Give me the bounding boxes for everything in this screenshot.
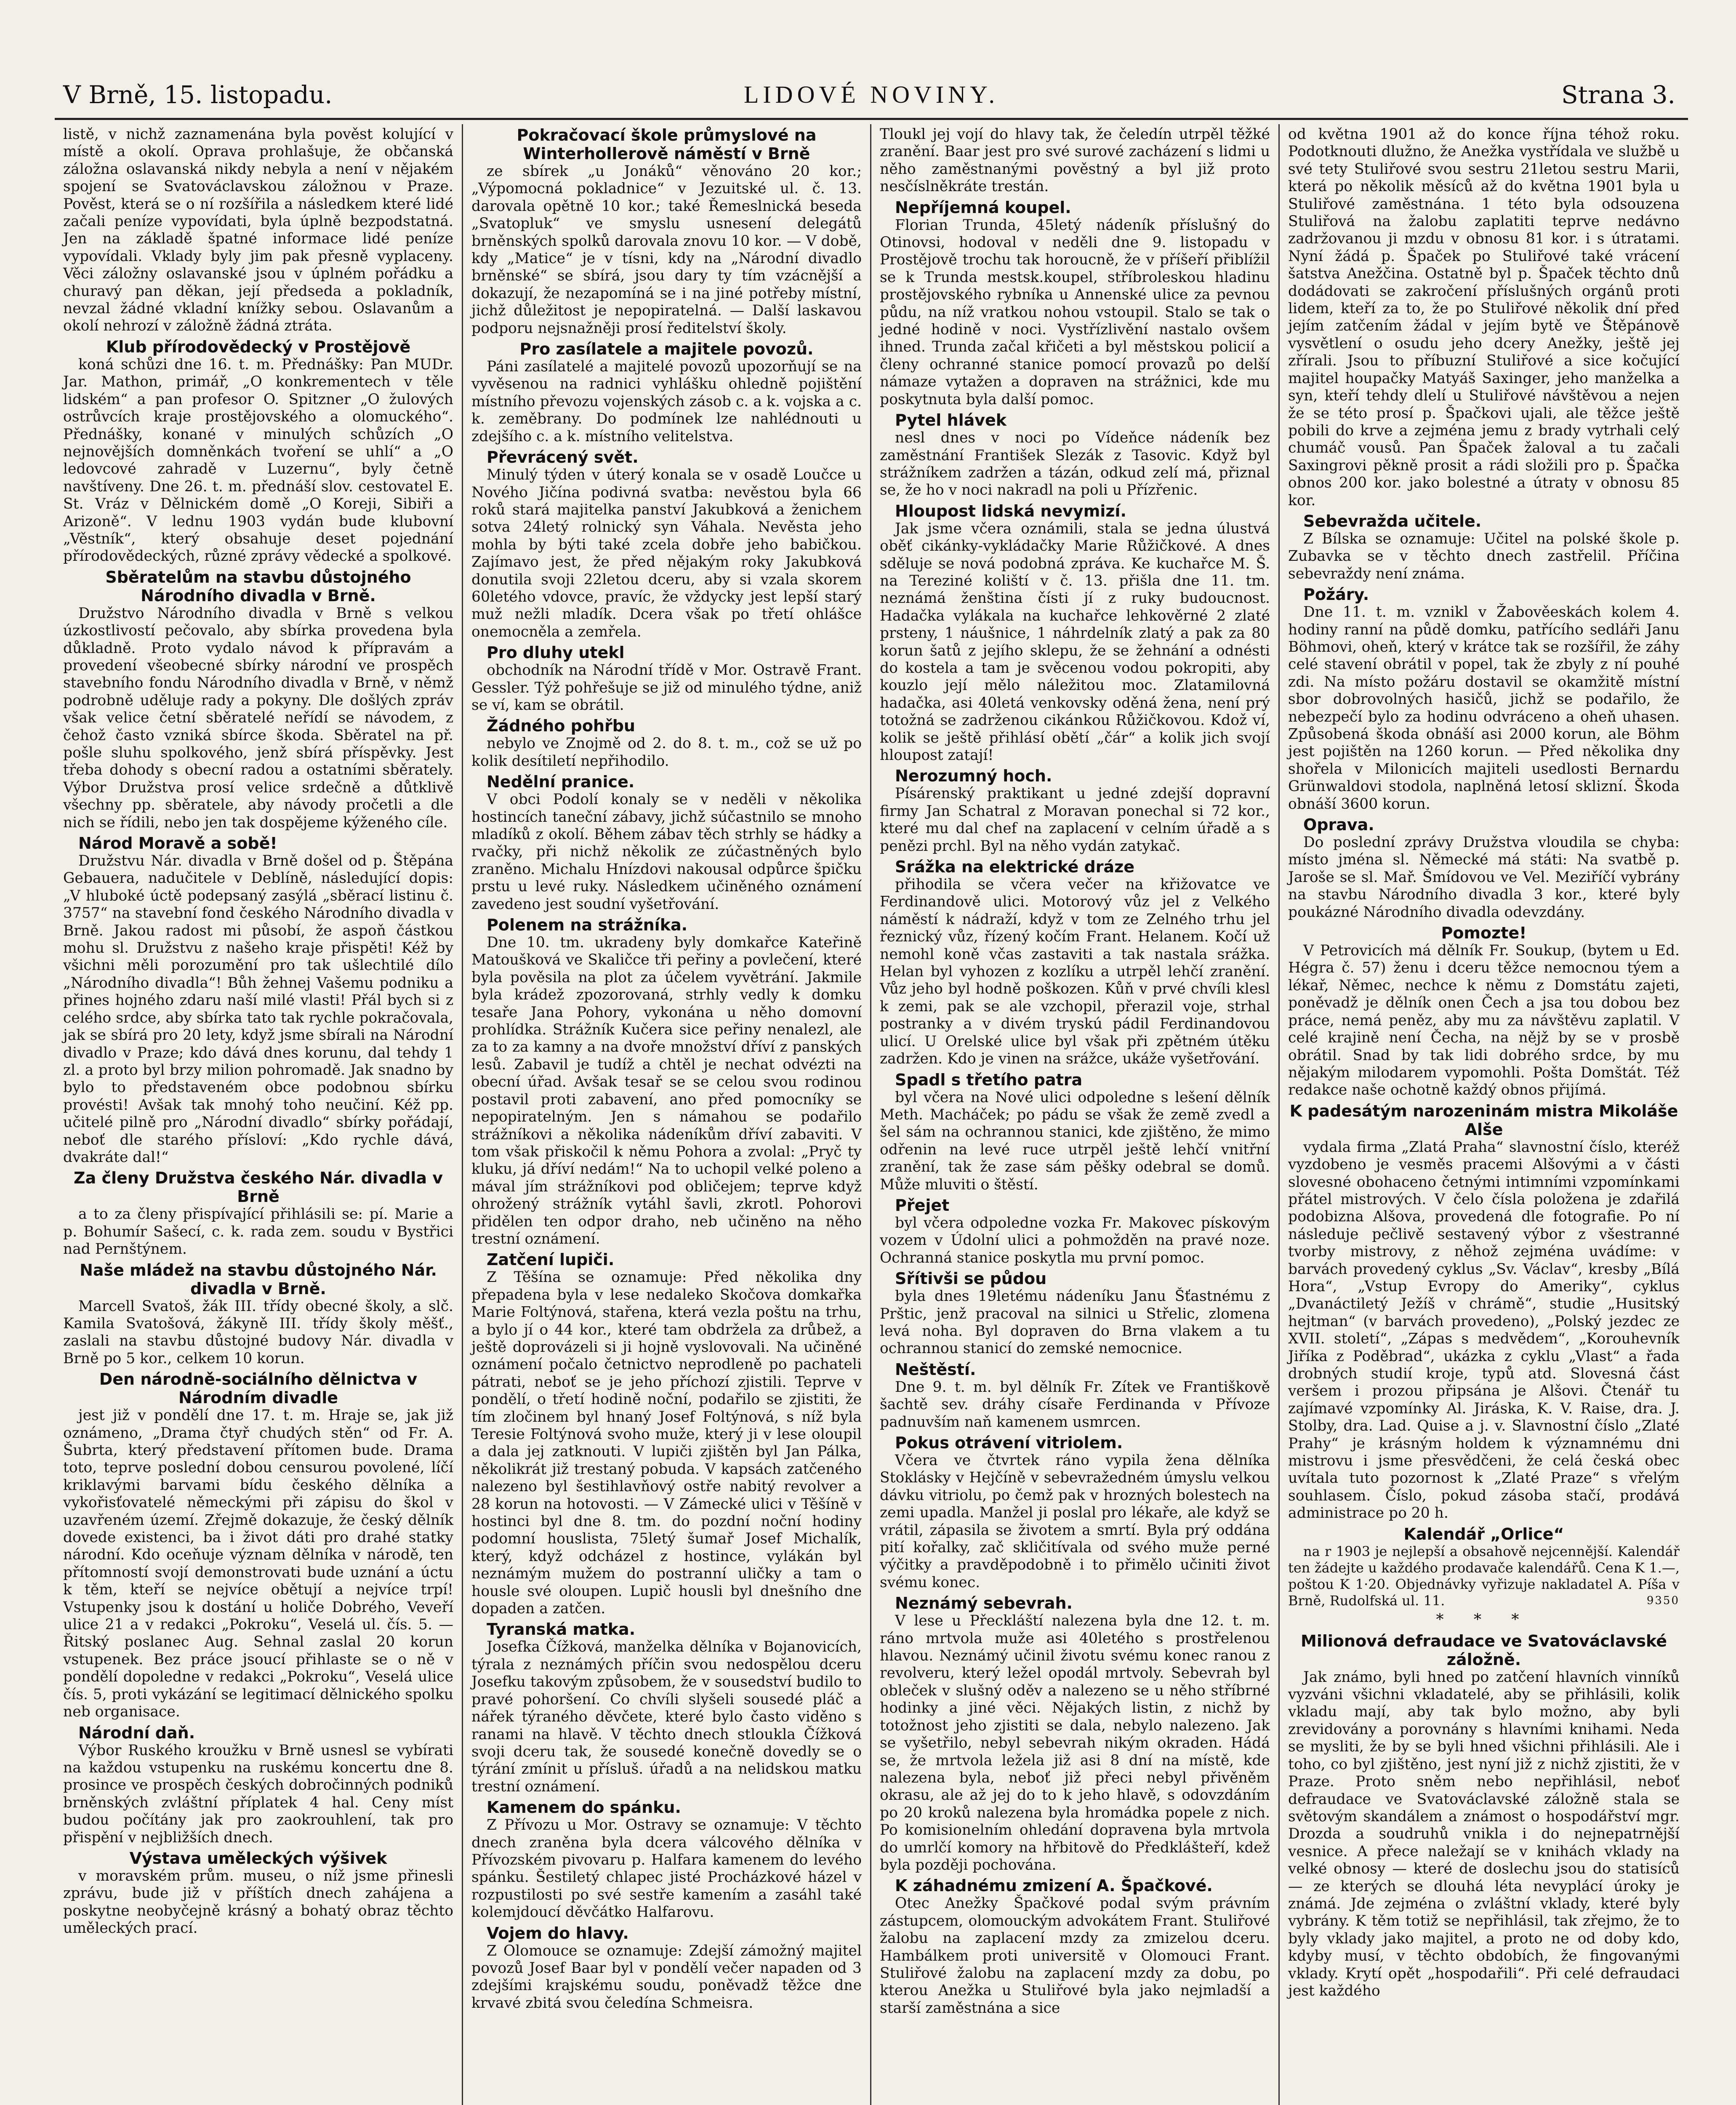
article-body: byl včera na Nové ulici odpoledne s lešení dělník Meth. Macháček; po pádu se však že země zvedl a šel sám na ochrannou stanici, kde zjištěno, že mimo odřenin na levé ruce utrpěl ještě lehčí vnitřní zranění, tak že zase sám pěšky odebral se domů. Může mluviti o štěstí. [880,1089,1270,1193]
article-body: V lese u Přeckláští nalezena byla dne 12. t. m. ráno mrtvola muže asi 40letého s prostřelenou hlavou. Neznámý učinil životu svému konec ranou z revolveru, který ležel opodál mrtvoly. Sebevrah byl obleček v slušný oděv a nalezeno se u něho stříbrné hodinky a jiné věci. Nějakých listin, z nichž by totožnost jeho zjistiti se dala, nebylo nalezeno. Jak se vyšetřilo, nebyl sebevrah nikým okraden. Hádá se, že mrtvola ležela již asi 8 dní na místě, kde nalezena byla, neboť již přeci nebyl přivěněm okrasu, ale až jej do to k jeho hlavě, s odovzdáním po 20 kroků nalezena byla hromádka popele z nich. Po komisionelním ohledání dopravena byla mrtvola do umrlčí komory na hřbitově do Předklášteří, kdež byla později pochována. [880,1612,1270,1873]
article-body: ze sbírek „u Jonáků“ věnováno 20 kor.; „Výpomocná pokladnice“ v Jezuitské ul. č. 13. darovala opětně 10 kor.; také Řemeslnická beseda „Svatopluk“ ve smyslu usnesení delegátů brněnských spolků darovala znovu 10 kor. — V době, kdy „Matice“ je v tísni, kdy na „Národní divadlo brněnské“ se sbírá, jsou dary ty tím vzácnější a dokazují, že nezapomíná se i na jiné potřeby místní, jichž důležitost je nepopiratelná. — Další laskavou podporu nejsnažněji prosí ředitelství školy. [471,163,862,337]
article-body: Jak známo, byli hned po zatčení hlavních vinníků vyzváni všichni vkladatelé, aby se přihlásili, kolik vkladu mají, aby tak bylo možno, aby byli zrevidovány a porovnány s hlavními knihami. Neda se mysliti, že by se byli hned všichni přihlásili. Ale i toho, co byl zjištěno, jest nyní již z nichž zjistiti, že v Praze. Proto sněm nebo nepřihlásil, neboť defraudace ve Svatováclavské záložně stala se světovým skandálem a známost o hospodářství mgr. Drozda a soudruhů vnikla i do nejnepatrnější vesnice. A přece naležají se v knihách vklady na velké obnosy — které de doslechu jsou do statisíců — ze kterých se dlouhá léta nevyplácí úroky je známá. Jde zejména o zvláštní vklady, které byly vybrány. K těm totiž se nepřihlásil, tak zřejmo, že to byly vklady jako majitel, a proto ne od doby kdo, kdyby musí, v těchto obdobích, že fingovanými vklady. Krytí opět „hospodařili“. Při celé defraudaci jest každého [1288,1668,1680,1999]
article-body: Z Těšína se oznamuje: Před několika dny přepadena byla v lese nedaleko Skočova domkařka Marie Foltýnová, stařena, která vezla poštu na trhu, a bylo jí o 44 kor., které tam obdržela za drůbež, a ještě doprovázeli si ji hojně vyslovovali. Na učiněné oznámení počalo četnictvo neprodleně po pachateli pátrati, neboť se je jeho příchozí zjistili. Teprve v pondělí, o třetí hodině noční, podařilo se zjistiti, že tím zločinem byl hnaný Josef Foltýnová, s níž byla Teresie Foltýnová svoho muže, který ji v lese oloupil a dala jej zatknouti. V lupiči zjištěn byl Jan Pálka, několikrát již trestaný pobuda. V kapsách zatčeného nalezeno byl šestihlavňový ostře nabitý revolver a 28 korun na hotovosti. — V Zámecké ulici v Těšíně v hostinci byl dne 8. tm. do pozdní noční hodiny podomní houslista, 75letý šumař Josef Michalík, který, když odcházel z hostince, vylákán byl neznámým mužem do postranní uličky a tam o housle své oloupen. Lupič housli byl dnešního dne dopaden a zatčen. [471,1269,862,1617]
headline: Národní daň. [78,1723,195,1742]
article-body: Marcell Svatoš, žák III. třídy obecné školy, a slč. Kamila Svatošová, žákyně III. třídy školy měšť., zaslali na stavbu důstojné budovy Nár. divadla v Brně po 5 kor., celkem 10 korun. [63,1298,453,1367]
article-body: Páni zasílatelé a majitelé povozů upozorňují se na vyvěsenou na radnici vyhlášku ohledně pojištění místního převozu vojenských zásob c. a k. vojska a c. k. zeměbrany. Do podmínek lze nahlédnouti u zdejšího c. a k. místního velitelstva. [471,358,862,445]
article-body: obchodník na Národní třídě v Mor. Ostravě Frant. Gessler. Týž pohřešuje se již od minulého týdne, aniž se ví, kam se obrátil. [471,662,862,714]
headline: Hloupost lidská nevymizí. [895,501,1126,520]
article-body: Dne 10. tm. ukradeny byly domkařce Kateřině Matoušková ve Skaličce tři peřiny a povlečení, které byla pověsila na plot za účelem vyvětrání. Jakmile byla krádež zpozorovaná, strhly vedly k domku tesaře Jana Pohory, vykonána u něho domovní prohlídka. Strážník Kučera sice peřiny nenalezl, ale za to za kamny a na dvoře množství dříví z panských lesů. Zabavil je tudíž a chtěl je nechat odvézti na obecní úřad. Avšak tesař se se celou svou rodinou postavil proti zabavení, ano před pomocníky se nepopiratelným. Jen s námahou se podařilo strážníkovi a několika nádeníkům dříví zabaviti. V tom však přiskočil k němu Pohora a zvolal: „Pryč ty kluku, já dříví nedám!“ Na to uchopil velké poleno a mával jím strážníkovi pod obličejem; teprve když ohrožený strážník vytáhl šavli, zkrotl. Pohorovi přidělen ten odpor draho, neb učiněno na něho trestní oznámení. [471,934,862,1247]
headline: Kamenem do spánku. [487,1798,681,1817]
article-body: Družstvu Nár. divadla v Brně došel od p. Štěpána Gebauera, nadučitele v Deblíně, následující dopis: „V hluboké úctě podepsaný zasýlá „sběrací listinu č. 3757“ na stavební fond českého Národního divadla v Brně. Jakou radost mi působí, že aspoň částkou mohu sl. Družstvu z našeho kraje přispěti! Kéž by všichni měli porozumění pro tak ušlechtilé dílo „Národního divadla“! Bůh žehnej Vašemu podniku a přines hojného zdaru naší milé vlasti! Přál bych si z celého srdce, aby sbírka tato tak rychle pokračovala, jak se sbírá pro 20 lety, když jsme sbírali na Národní divadlo v Praze; kdo dává dnes korunu, dal tehdy 1 zl. a proto byl brzy milion pohromadě. Jak snadno by bylo to představeném obce podobnou sbírku provésti! Avšak tak mnohý toho neučiní. Kéž pp. učitelé pilně pro „Národní divadlo“ sbírky pořádají, neboť dle starého přísloví: „Kdo rychle dává, dvakráte dal!“ [63,853,453,1166]
page-number: Strana 3. [1561,80,1675,109]
headline: Sebevražda učitele. [1303,512,1482,530]
article-body: Florian Trunda, 45letý nádeník příslušný do Otinovsi, hodoval v neděli dne 9. listopadu v Prostějově trochu tak horoucně, že v příšeří přiblížil se k Trunda mestsk.koupel, stříbroleskou hladinu prostějovského rybníka u Annenské ulice za pevnou půdu, na níž vratkou nohou vstoupil. Stalo se tak o jedné hodině v noci. Vystřízlivění nastalo ovšem ihned. Trunda začal křičeti a byl městskou policií a členy ochranné stanice pomocí provazů po delší námaze vytažen a dopraven na strážnici, kde mu poskytnuta byla další pomoc. [880,216,1270,408]
newspaper-title: LIDOVÉ NOVINY. [743,81,999,108]
article-body: byla dnes 19letému nádeníku Janu Šťastnému z Prštic, jenž pracoval na silnici u Střelic, zlomena levá noha. Byl dopraven do Brna vlakem a tu ochrannou stanicí do zemské nemocnice. [880,1288,1270,1357]
article-body: Minulý týden v úterý konala se v osadě Loučce u Nového Jičína podivná svatba: nevěstou byla 66 roků stará majitelka panství Jakubková a ženichem sotva 24letý rolnický syn Váhala. Nevěsta jeho mohla by býti také zcela dobře jeho babičkou. Zajímavo jest, že před nějakým roky Jakubková donutila svoji 22letou dceru, aby si vzala skorem 60letého vdovce, pravíc, že vždycky jest lepší starý muž nežli mladík. Dcera však po třetí ohlášce onemocněla a zemřela. [471,466,862,640]
headline: Klub přírodovědecký v Prostějově [106,337,411,356]
headline: Zatčení lupiči. [487,1250,615,1269]
headline: Kalendář „Orlice“ [1403,1524,1564,1543]
advertisement [1288,1543,1680,1609]
article-continued: Tloukl jej vojí do hlavy tak, že čeledín utrpěl těžké zranění. Baar jest pro své surové zacházení s lidmi u něho zaměstnanými pověstný a byl již proto nesčíslněkráte trestán. [880,126,1270,195]
section-separator: * * * [1436,1611,1532,1628]
article-body: jest již v pondělí dne 17. t. m. Hraje se, jak již oznámeno, „Drama čtyř chudých stěn“ od Fr. A. Šubrta, který představení přítomen bude. Drama toto, teprve poslední dobou censurou povolené, líčí kriklavými barvami bídu českého dělníka a vykořisťovatelé německými při zápisu do škol v uzavřeném území. Zřejmě dokazuje, že český dělník dovede existenci, ba i život dáti pro drahé statky národní. Kdo oceňuje význam dělníka v národě, ten přítomností svojí demonstrovati bude uznání a úctu k těm, kteří se nejvíce obětují a nejvíce trpí! Vstupenky jsou k dostání u holiče Dobrého, Veveří ulice 21 a v redakci „Pokroku“, Veselá ul. čís. 5. — Řitský poslanec Aug. Sehnal zaslal 20 korun vstupenek. Bez práce jsoucí přihlaste se o ně v pondělí dopoledne v redakci „Pokroku“, Veselá ulice čís. 5, proti vykázání se legitimací dělnického spolku neb organisace. [63,1407,453,1721]
article-body: Jak jsme včera oznámili, stala se jedna úlustvá oběť cikánky-vykládačky Marie Růžičkové. A dnes sděluje se nová podobná zpráva. Ke kuchařce M. Š. na Tereziné koliští v č. 13. přišla dne 11. tm. neznámá ženština čísti jí z ruky budoucnost. Hadačka vylákala na kuchařce lehkověrné 2 zlaté prsteny, 1 náušnice, 1 náhrdelník zlatý a pak za 80 korun šatů z jejího sklepu, že se žehnání a odnésti do kostela a tam je svěcenou vodou pokropiti, aby kouzlo její mělo náležitou moc. Zlatamilovná hadačka, asi 40letá venkovsky oděná žena, není prý totožná se zadrženou cikánkou Růžičkovou. Kdož ví, kolik se ještě přihlásí obětí „čár“ a kolik jich svojí hloupost zatají! [880,520,1270,764]
article-body: Z Bílska se oznamuje: Učitel na polské škole p. Zubavka se v těchto dnech zastřelil. Příčina sebevraždy není známa. [1288,530,1680,582]
headline: Výstava uměleckých výšivek [129,1849,387,1868]
column-4 [1280,124,1688,2105]
article-body: Z Přívozu u Mor. Ostravy se oznamuje: V těchto dnech zraněna byla dcera válcového dělníka v Přívozském pivovaru p. Halfara kamenem do levého spánku. Šestiletý chlapec jisté Procházkové házel v rozpustilosti po své sestře kamením a zasáhl také kolemjdoucí děvčátko Halfarovu. [471,1817,862,1921]
article-body: Otec Anežky Špačkové podal svým právním zástupcem, olomouckým advokátem Frant. Stuliřové žalobu na zaplacení mzdy za zmizelou dceru. Hambálkem proti universitě v Olomouci Frant. Stuliřové žalobu na zaplacení mzdy za dobu, po kterou Anežka u Stuliřové byla jako nejmladší a starší zaměstnána a sice [880,1895,1270,2017]
headline: Neznámý sebevrah. [895,1594,1073,1613]
article-body: byl včera odpoledne vozka Fr. Makovec pískovým vozem v Údolní ulici a pohmožděn na pravé noze. Ochranná stanice poskytla mu první pomoc. [880,1214,1270,1266]
article-body: vydala firma „Zlatá Praha“ slavnostní číslo, kteréž vyzdobeno je vesměs pracemi Alšovými a v části slovesné obohaceno četnými intimními vzpomínkami přátel mistrových. V čelo čísla položena je zdařilá podobizna Alšova, provedená dle fotografie. Po ní následuje pečlivě sestavený výbor z všestranné tvorby mistrovy, z něhož zejména uvádíme: v barvách provedený cyklus „Sv. Václav“, kresby „Bílá Hora“, „Vstup Evropy do Ameriky“, cyklus „Dvanáctiletý Ježíš v chrámě“, studie „Husitský hejtman“ (v barvách provedeno), „Polský jezdec ze XVII. století“, „Zápas s medvědem“, „Korouhevník Jiříka z Poděbrad“, ukázka z cyklu „Vlast“ a řada drobných studií kroje, typů atd. Slovesná část veršem i prozou připsána je Alšovi. Čtenář tu zajímavé vzpomínky Al. Jiráska, K. V. Raise, dra. J. Stolby, dra. Lad. Quise a j. v. Slavnostní číslo „Zlaté Prahy“ je krásným holdem k významnému dni mistrovu i jsme přesvědčeni, že celá česká obec uvítala tuto pozornost k „Zlaté Praze“ s vřelým souhlasem. Číslo, pokud zásoba stačí, prodává administrace po 20 h. [1288,1138,1680,1522]
headline: Převrácený svět. [487,448,639,467]
columns [55,124,1688,2105]
headline: Pomozte! [1441,924,1527,943]
headline: Den národně-sociálního dělnictva v Národním divadle [99,1370,418,1407]
dateline: V Brně, 15. listopadu. [63,80,333,109]
article-body: V obci Podolí konaly se v neděli v několika hostincích taneční zábavy, jichž súčastnilo se mnoho mladíků z okolí. Během zábav těch strhly se hádky a rvačky, při nichž několik ze zúčastněných bylo zraněno. Michalu Hnízdovi nakousal odpůrce špičku prstu u levé ruky. Následkem učiněného oznámení zavedeno jest soudní vyšetřování. [471,791,862,913]
article-continued: listě, v nichž zaznamenána byla pověst kolující v místě a okolí. Oprava prohlašuje, že občanská záložna oslavanská nikdy nebyla a není v nějakém spojení se Svatováclavskou záložnou v Praze. Pověst, která se o ní rozšířila a následkem které lidé začali peníze vypovídati, byla úplně bezpodstatná. Jen na základě špatné informace lidé peníze vypovídali. Vklady byly jim pak přesně vyplaceny. Věci záložny oslavanské jsou v úplném pořádku a churavý pan děkan, její předseda a pokladník, nevzal žádné vkladní knížky sebou. Oslavanům a okolí nehrozí v záložně žádná ztráta. [63,126,453,335]
article-body: Josefka Čížková, manželka dělníka v Bojanovicích, týrala z neznámých příčin svou nedospělou dceru Josefku takovým způsobem, že v sousedství budilo to pravé pohoršení. Co chvíli slyšeli sousedé pláč a nářek týraného děvčete, které bylo často viděno s ranami na hlavě. V těchto dnech stloukla Čížková svoji dceru tak, že sousedé konečně dovedly se o týrání zmínit u přísluš. úřadů a na nelidskou matku trestní oznámení. [471,1639,862,1795]
headline: Národ Moravě a sobě! [78,834,277,853]
headline: Neštěstí. [895,1360,976,1379]
headline: Vojem do hlavy. [487,1924,629,1942]
column-2 [463,124,871,2105]
article-body: koná schůzi dne 16. t. m. Přednášky: Pan MUDr. Jar. Mathon, primář, „O konkrementech v těle lidském“ a pan profesor O. Spitzner „O žulových ostrůvcích kraje prostějovského a olomuckého“. Přednášky, konané v minulých schůzích „O nejnovějších domněnkách tvoření se uhlí“ a „O ledovcové zahradě v Luzernu“, byly četně navštíveny. Dne 26. t. m. přednáší slov. cestovatel E. St. Vráz v Dělnickém domě „O Koreji, Sibiři a Arizoně“. V lednu 1903 vydán bude klubovní „Věstník“, který obsahuje deset pojednání přírodovědeckých, různé zprávy vědecké a spolkové. [63,356,453,565]
article-body: přihodila se včera večer na křižovatce ve Ferdinandově ulici. Motorový vůz jel z Velkého náměstí k nádraží, když v tom ze Zelného trhu jel řeznický vůz, řízený kočím Frant. Helanem. Kočí už nemohl koně včas zastaviti a tak nastala srážka. Helan byl vyhozen z kozlíku a utrpěl lehčí zranění. Vůz jeho byl hodně poškozen. Kůň v prvé chvíli klesl k zemi, pak se ale vzchopil, přerazil voje, strhal postranky a v divém tryskú pádil Ferdinandovou ulicí. U Orelské ulice byl však při zpětném útěku zadržen. Kdo je vinen na srážce, ukáže vyšetřování. [880,876,1270,1068]
ad-code: 9350 [1646,1594,1680,1607]
headline: Žádného pohřbu [487,717,635,735]
headline: Pro zasílatele a majitele povozů. [519,340,814,359]
article-body: Z Olomouce se oznamuje: Zdejší zámožný majitel povozů Josef Baar byl v pondělí večer napaden od 3 zdejšími krajskému soudu, poněvadž těžce dne krvavé zbitá svou čeledína Schmeisra. [471,1942,862,2012]
article-body: Do poslední zprávy Družstva vloudila se chyba: místo jména sl. Německé má státi: Na svatbě p. Jaroše se sl. Mař. Šmídovou ve Vel. Meziříčí vybrány na stavbu Národního divadla 3 kor., které byly poukázné Národního divadla odevzdány. [1288,834,1680,921]
headline: Nerozumný hoch. [895,767,1052,786]
headline: Milionová defraudace ve Svatováclavské záložně. [1301,1631,1667,1669]
article-body: a to za členy přispívající přihlásili se: pí. Marie a p. Bohumír Sašecí, c. k. rada zem. soudu v Bystřici nad Pernštýnem. [63,1206,453,1258]
article-body: Družstvo Národního divadla v Brně s velkou úzkostlivostí pečovalo, aby sbírka provedena byla důkladně. Proto vydalo návod k přípravám a provedení všeobecné sbírky národní ve prospěch stavebního fondu Národního divadla v Brně, v němž podrobně uděluje rady a pokyny. Dle došlých zpráv však velice četní sběratelé neřídí se návodem, z čehož často vzniká sbírce škoda. Sběratel na př. pošle sluhu spolkového, jenž sbírá příspěvky. Jest třeba dohody s obecní radou a ostatními sběrately. Výbor Družstva prosí velice srdečně a důtklivě všechny pp. sběratele, aby návody pročetli a dle nich se řídili, nebo jen tak dospějeme kýženého cíle. [63,605,453,831]
column-3 [871,124,1280,2105]
headline: Nepříjemná koupel. [895,198,1071,217]
headline: Oprava. [1303,815,1374,834]
article-body: Písárenský praktikant u jedné zdejší dopravní firmy Jan Schatral z Moravan ponechal si 72 kor., které mu dal chef na zaplacení v celním úřadě a s penězi prchl. Byl na něho vydán zatykač. [880,785,1270,855]
headline: Pro dluhy utekl [487,643,625,662]
article-body: Dne 9. t. m. byl dělník Fr. Zítek ve Františkově šachtě sev. dráhy císaře Ferdinanda v Přívoze padnuvším naň kamenem usmrcen. [880,1378,1270,1431]
article-body: Dne 11. t. m. vznikl v Žabověeskách kolem 4. hodiny ranní na půdě domku, patřícího sedláři Janu Böhmovi, oheň, který v krátce tak se rozšířil, že záhy celé stavení obrátil v popel, tak že zbyly z ní pouhé zdi. Na místo požáru dostavil se okamžitě místní sbor dobrovolných hasičů, jichž se podařilo, že nebezpečí bylo za hodinu odvráceno a oheň uhasen. Způsobená škoda obnáší asi 2000 korun, ale Böhm jest pojištěn na 1260 korun. — Před několika dny shořela v Milonicích majiteli usedlosti Bernardu Grünwaldovi stodola, naplněná letosí sklizní. Škoda obnáší 3600 korun. [1288,604,1680,813]
headline: K záhadnému zmizení A. Špačkové. [895,1876,1213,1895]
article-body: Včera ve čtvrtek ráno vypila žena dělníka Stoklásky v Hejčíně v sebevražedném úmyslu velkou dávku vitriolu, po čemž pak v hrozných bolestech na zemi upadla. Manžel ji poslal pro lékaře, ale když se vrátil, zápasila se životem a smrtí. Byla prý oddána pití kořalky, zač skličitívala od svého muže perné výčitky a pravděpodobně i to přimělo učiniti život svému konec. [880,1452,1270,1591]
headline: Pytel hlávek [895,411,1007,430]
headline: Pokus otrávení vitriolem. [895,1434,1123,1452]
headline: Za členy Družstva českého Nár. divadla v Brně [74,1169,443,1206]
article-body: nebylo ve Znojmě od 2. do 8. t. m., což se už po kolik desítiletí nepřihodilo. [471,735,862,770]
headline: Přejet [895,1196,950,1215]
headline: Spadl s třetího patra [895,1070,1083,1089]
headline: Tyranská matka. [487,1620,636,1639]
header-rule [55,118,1688,120]
article-body: Výbor Ruského kroužku v Brně usnesl se vybírati na každou vstupenku na ruskému koncertu dne 8. prosince ve prospěch českých dobročinných podniků brněnských zvláštní příplatek 4 hal. Ceny míst budou počítány jak pro zaokrouhlení, tak pro přispění v nejbližších dnech. [63,1742,453,1846]
article-body: nesl dnes v noci po Vídeňce nádeník bez zaměstnání František Slezák z Tasovic. Když byl strážníkem zadržen a tázán, odkud zelí má, přiznal se, že ho v noci nakradl na poli u Přízřenic. [880,429,1270,499]
article-body: v moravském prům. museu, o níž jsme přinesli zprávu, bude již v příštích dnech zahájena a poskytne neobyčejně krásný a bohatý obraz těchto uměleckých prací. [63,1867,453,1937]
headline: Sběratelům na stavbu důstojného Národního divadla v Brně. [105,568,411,605]
headline: Polenem na strážníka. [487,916,688,935]
headline: Nedělní pranice. [487,773,635,791]
article-body: V Petrovicích má dělník Fr. Soukup, (bytem u Ed. Hégra č. 57) ženu i dceru těžce nemocnou týem a lékař, Němec, nechce k němu z Domstátu zajeti, poněvadž je dělník onen Čech a jsa tou dobou bez práce, nemá peněz, aby mu za návštěvu zaplatil. V celé krajině není Čecha, na nějž by se v prosbě obrátil. Snad by tak lidi dobrého srdce, by mu nějakým milodarem vypomohli. Pošta Domštát. Též redakce naše ochotně každý obnos přijímá. [1288,942,1680,1099]
column-1 [55,124,463,2105]
headline: Požáry. [1303,585,1369,604]
headline: Sřítivši se půdou [895,1269,1047,1288]
headline: Naše mládež na stavbu důstojného Nár. divadla v Brně. [80,1260,437,1298]
newspaper-page [55,63,1688,2105]
masthead [55,72,1688,118]
headline: Pokračovací škole průmyslové na Winterhollerově náměstí v Brně [517,126,817,163]
headline: Srážka na elektrické dráze [895,858,1134,877]
headline: K padesátým narozeninám mistra Mikoláše Alše [1289,1101,1678,1139]
ad-text: na r 1903 je nejlepší a obsahově nejcennější. Kalendář ten žádejte u každého prodavače kalendářů. Cena K 1.—, poštou K 1·20. Objednávky vyřizuje nakladatel A. Píša v Brně, Rudolfská ul. 11. [1288,1543,1680,1609]
article-continued: od května 1901 až do konce října téhož roku. Podotknouti dlužno, že Anežka vystřídala ve službě u své tety Stuliřové svou sestru 21letou sestru Marii, která po několik měsíců až do května 1901 byla u Stuliřové zaměstnána. 1 této byla odsouzena Stuliřová na žalobu zaplatiti teprve nedávno zadržovanou ji mzdu v obnosu 81 kor. i s útratami. Nyní žádá p. Špaček po Stuliřové také vrácení šatstva Anežčina. Ostatně byl p. Špaček těchto dnů dodádovati se zakročení příslušných orgánů proti lidem, kteří za to, že po Stuliřové několik dní před jejím zatčením žádal v jejím bytě ve Štěpánově vysvětlení o osudu jeho dcery Anežky, ještě jej zřírali. Jsou to příbuzní Stuliřové a sice kočující majitel houpačky Matyáš Saxinger, jeho manželka a syn, kteří tehdy dlelí u Stuliřové návštěvou a nejen že se této prosí p. Špačkovi ujali, ale těžce ještě pobili do krve a zejména jemu z brady vytrhali celý chumáč vousů. Pan Špaček žaloval a tu začali Saxingrovi pěkně prosit a rádi složili pro p. Špačka obnos 200 kor. jako bolestné a útraty v obnosu 85 kor. [1288,126,1680,509]
